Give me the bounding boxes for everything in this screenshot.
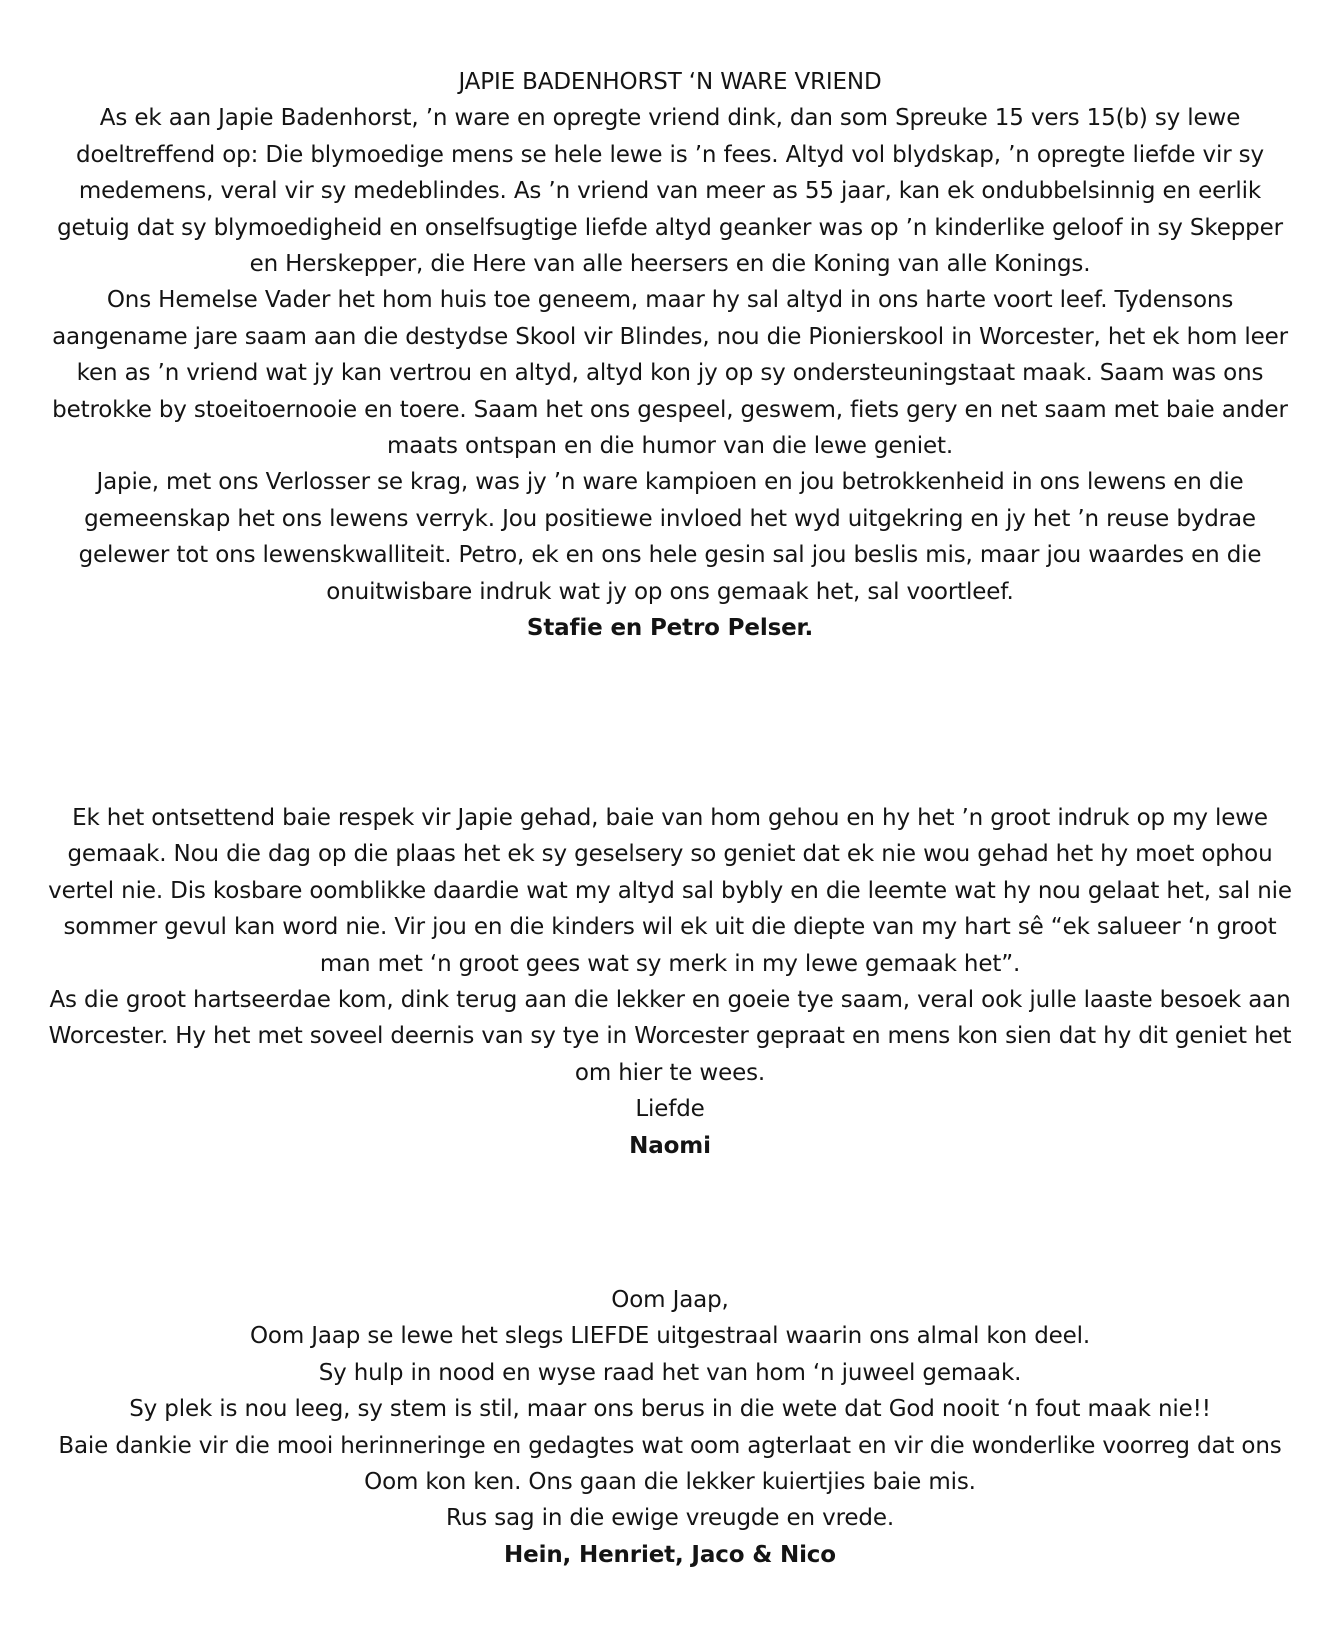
letter-line: Sy hulp in nood en wyse raad het van hom ‘n juweel gemaak. bbox=[318, 1359, 1022, 1386]
tribute-letter-naomi bbox=[40, 800, 1300, 1164]
letter-closing: Liefde bbox=[635, 1096, 705, 1123]
letter-line: Sy plek is nou leeg, sy stem is stil, maar ons berus in die wete dat God nooit ‘n fout maak nie!! bbox=[129, 1396, 1211, 1423]
letter-paragraph: As ek aan Japie Badenhorst, ’n ware en opregte vriend dink, dan som Spreuke 15 vers 15(b) sy lewe doeltreffend op: Die blymoedige mens se hele lewe is ’n fees. Altyd vol blydskap, ’n opregte liefde vir sy medemens, veral vir sy medeblindes. As ’n vriend van meer as 55 jaar, kan ek ondubbelsinnig en eerlik getuig dat sy blymoedigheid en onselfsugtige liefde altyd geanker was op ’n kinderlike geloof in sy Skepper en Herskepper, die Here van alle heersers en die Koning van alle Konings. bbox=[57, 105, 1283, 278]
letter-line: Oom Jaap se lewe het slegs LIEFDE uitgestraal waarin ons almal kon deel. bbox=[249, 1323, 1091, 1350]
letter-paragraph: Japie, met ons Verlosser se krag, was jy ’n ware kampioen en jou betrokkenheid in ons lewens en die gemeenskap het ons lewens verryk. Jou positiewe invloed het wyd uitgekring en jy het ’n reuse bydrae gelewer tot ons lewenskwalliteit. Petro, ek en ons hele gesin sal jou beslis mis, maar jou waardes en die onuitwisbare indruk wat jy op ons gemaak het, sal voortleef. bbox=[78, 469, 1262, 605]
letter-title: JAPIE BADENHORST ‘N WARE VRIEND bbox=[458, 69, 882, 95]
letter-line: Rus sag in die ewige vreugde en vrede. bbox=[445, 1505, 894, 1532]
tribute-letter-family bbox=[40, 1282, 1300, 1573]
letter-paragraph: Ek het ontsettend baie respek vir Japie gehad, baie van hom gehou en hy het ’n groot indruk op my lewe gemaak. Nou die dag op die plaas het ek sy geselsery so geniet dat ek nie wou gehad het hy moet ophou vertel nie. Dis kosbare oomblikke daardie wat my altyd sal bybly en die leemte wat hy nou gelaat het, sal nie sommer gevul kan word nie. Vir jou en die kinders wil ek uit die diepte van my hart sê “ek salueer ‘n groot man met ‘n groot gees wat sy merk in my lewe gemaak het”. bbox=[48, 805, 1292, 977]
tribute-letter-pelser bbox=[40, 64, 1300, 647]
letter-paragraph: As die groot hartseerdae kom, dink terug aan die lekker en goeie tye saam, veral ook julle laaste besoek aan Worcester. Hy het met soveel deernis van sy tye in Worcester gepraat en mens kon sien dat hy dit geniet het om hier te wees. bbox=[48, 987, 1292, 1086]
letter-signature: Hein, Henriet, Jaco & Nico bbox=[504, 1541, 836, 1568]
letter-line: Baie dankie vir die mooi herinneringe en gedagtes wat oom agterlaat en vir die wonderlike voorreg dat ons Oom kon ken. Ons gaan die lekker kuiertjies baie mis. bbox=[58, 1432, 1282, 1496]
letter-greeting: Oom Jaap, bbox=[611, 1287, 729, 1313]
letter-signature: Stafie en Petro Pelser. bbox=[526, 615, 814, 642]
letter-paragraph: Ons Hemelse Vader het hom huis toe geneem, maar hy sal altyd in ons harte voort leef. Tydensons aangename jare saam aan die destydse Skool vir Blindes, nou die Pionierskool in Worcester, het ek hom leer ken as ’n vriend wat jy kan vertrou en altyd, altyd kon jy op sy ondersteuningstaat maak. Saam was ons betrokke by stoeitoernooie en toere. Saam het ons gespeel, geswem, fiets gery en net saam met baie ander maats ontspan en die humor van die lewe geniet. bbox=[52, 287, 1288, 460]
letter-signature: Naomi bbox=[629, 1132, 711, 1159]
